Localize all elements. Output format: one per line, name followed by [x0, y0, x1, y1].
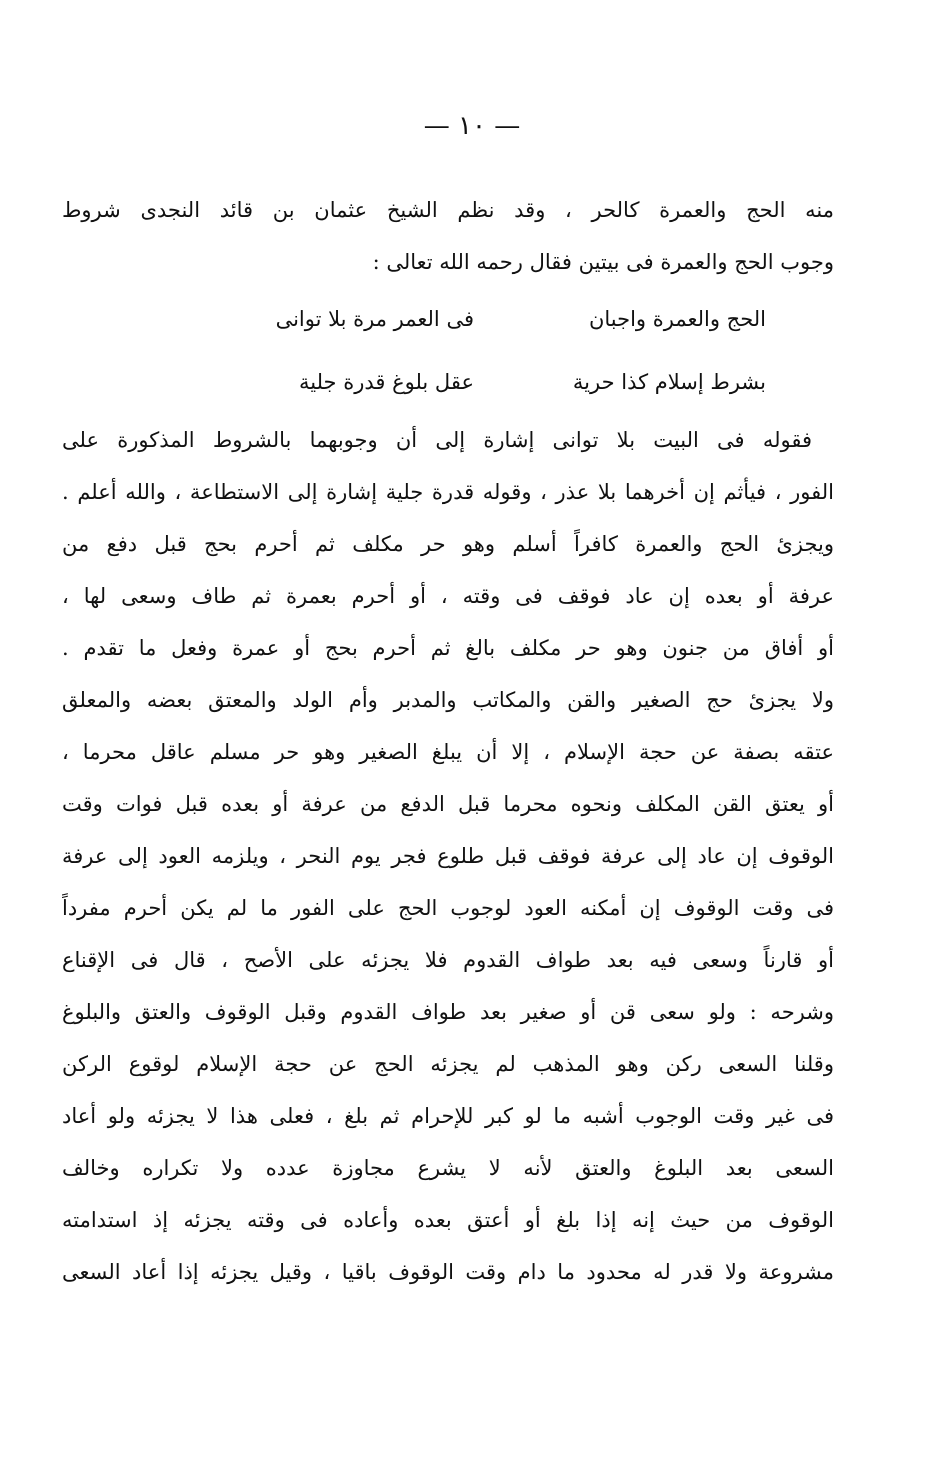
text-line: فى وقت الوقوف إن أمكنه العود لوجوب الحج على الفور ما لم يكن أحرم مفرداً	[62, 896, 834, 920]
text-line: فى غير وقت الوجوب أشبه ما لو كبر للإحرام ثم بلغ ، فعلى هذا لا يجزئه ولو أعاد	[62, 1104, 834, 1128]
text-line: فقوله فى البيت بلا توانى إشارة إلى أن وجوبهما بالشروط المذكورة على	[62, 428, 812, 452]
text-line: ويجزئ الحج والعمرة كافراً أسلم وهو حر مكلف ثم أحرم بحج قبل دفع من	[62, 532, 834, 556]
text-line: مشروعة ولا قدر له محدود ما دام وقت الوقوف باقيا ، وقيل يجزئه إذا أعاد السعى	[62, 1260, 834, 1284]
body-text	[62, 184, 834, 1298]
text-line: أو يعتق القن المكلف ونحوه محرما قبل الدفع من عرفة أو بعده قبل فوات وقت	[62, 792, 834, 816]
page-number: — ١٠ —	[423, 111, 521, 141]
poem-hemistich-second: عقل بلوغ قدرة جلية	[299, 370, 474, 394]
text-line: منه الحج والعمرة كالحر ، وقد نظم الشيخ عثمان بن قائد النجدى شروط	[62, 198, 834, 222]
poem-hemistich-first: بشرط إسلام كذا حرية	[572, 370, 766, 394]
poem-verse	[62, 288, 834, 351]
text-line: الوقوف من حيث إنه إذا بلغ أو أعتق بعده وأعاده فى وقته يجزئه إذ استدامته	[62, 1208, 834, 1232]
text-line: عرفة أو بعده إن عاد فوقف فى وقته ، أو أحرم بعمرة ثم طاف وسعى لها ،	[62, 584, 834, 608]
text-line: الفور ، فيأثم إن أخرهما بلا عذر ، وقوله قدرة جلية إشارة إلى الاستطاعة ، والله أعلم .	[62, 480, 834, 504]
text-line: وشرحه : ولو سعى قن أو صغير بعد طواف القدوم وقبل الوقوف والعتق والبلوغ	[62, 1000, 834, 1024]
text-line: ولا يجزئ حج الصغير والقن والمكاتب والمدبر وأم الولد والمعتق بعضه والمعلق	[62, 688, 834, 712]
text-line: الوقوف إن عاد إلى عرفة فوقف قبل طلوع فجر يوم النحر ، ويلزمه العود إلى عرفة	[62, 844, 834, 868]
text-line: وجوب الحج والعمرة فى بيتين فقال رحمه الله تعالى :	[372, 250, 834, 274]
poem-hemistich-second: فى العمر مرة بلا توانى	[275, 307, 474, 331]
text-line: أو أفاق من جنون وهو حر مكلف بالغ ثم أحرم بحج أو عمرة وفعل ما تقدم .	[62, 636, 834, 660]
text-line: وقلنا السعى ركن وهو المذهب لم يجزئه الحج عن حجة الإسلام لوقوع الركن	[62, 1052, 834, 1076]
poem-verse	[62, 351, 834, 414]
text-line: عتقه بصفة عن حجة الإسلام ، إلا أن يبلغ الصغير وهو حر مسلم عاقل محرما ،	[62, 740, 834, 764]
text-line: أو قارناً وسعى فيه بعد طواف القدوم فلا يجزئه على الأصح ، قال فى الإقناع	[62, 948, 834, 972]
poem-hemistich-first: الحج والعمرة واجبان	[588, 307, 766, 331]
text-line: السعى بعد البلوغ والعتق لأنه لا يشرع مجاوزة عدده ولا تكراره وخالف	[62, 1156, 834, 1180]
